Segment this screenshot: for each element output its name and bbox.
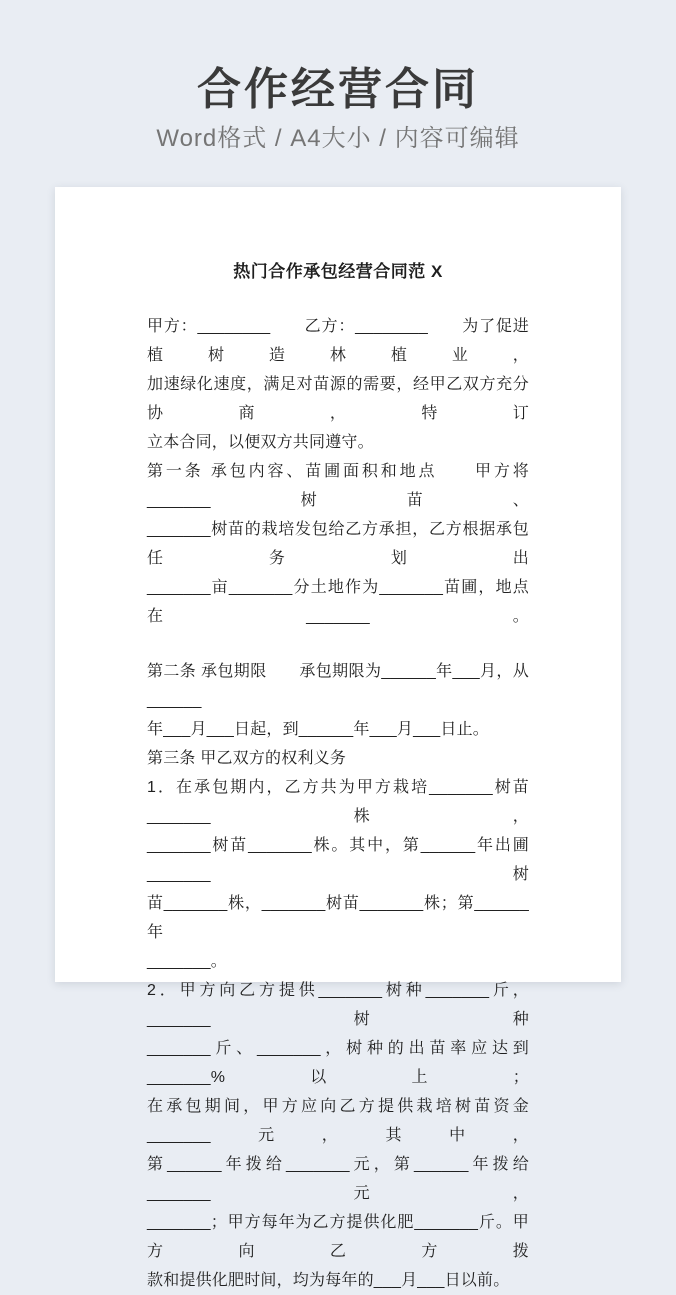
text-line: 1．在承包期内，乙方共为甲方栽培_______树苗_______株， — [147, 778, 529, 825]
document-page — [55, 187, 621, 1289]
text-line: _______斤、_______，树种的出苗率应达到_______%以上； — [147, 1039, 529, 1086]
text-line: 立本合同，以便双方共同遵守。 — [147, 433, 374, 451]
text-line: 苗_______株，_______树苗_______株；第______年 — [147, 894, 529, 941]
text-line: _______。 — [147, 952, 227, 970]
text-line: 年___月___日起，到______年___月___日止。 — [147, 720, 489, 738]
paragraph — [147, 312, 529, 457]
paragraph — [147, 457, 529, 631]
page-title: 合作经营合同 — [197, 65, 479, 114]
paragraph — [147, 976, 529, 1295]
text-line: _______树苗的栽培发包给乙方承担，乙方根据承包任务划出 — [147, 520, 529, 567]
text-line: 款和提供化肥时间，均为每年的___月___日以前。 — [147, 1271, 510, 1289]
text-line: _______树苗_______株。其中，第______年出圃_______树 — [147, 836, 529, 883]
text-line: 在承包期间，甲方应向乙方提供栽培树苗资金_______元，其中， — [147, 1097, 529, 1144]
text-line: 第二条 承包期限 承包期限为______年___月，从______ — [147, 662, 529, 709]
document-title: 热门合作承包经营合同范 X — [233, 261, 443, 281]
text-line: _______；甲方每年为乙方提供化肥_______斤。甲方向乙方拨 — [147, 1213, 529, 1260]
paragraph — [147, 744, 529, 773]
text-line: _______亩_______分土地作为_______苗圃，地点在_______。 — [147, 578, 529, 625]
text-line: 第三条 甲乙双方的权利义务 — [147, 749, 347, 767]
text-line: 第______年拨给_______元，第______年拨给_______元， — [147, 1155, 529, 1202]
paragraph — [147, 773, 529, 976]
document-body — [147, 312, 529, 1295]
text-line: 甲方：________ 乙方：________ 为了促进植树造林植业， — [147, 317, 529, 364]
header — [0, 0, 676, 154]
text-line: 加速绿化速度，满足对苗源的需要，经甲乙双方充分协商，特订 — [147, 375, 529, 422]
page-subtitle: Word格式 / A4大小 / 内容可编辑 — [156, 125, 520, 152]
paragraph — [147, 657, 529, 744]
text-line: 第一条 承包内容、苗圃面积和地点 甲方将_______树苗、 — [147, 462, 529, 509]
text-line: 2．甲方向乙方提供_______树种_______斤，_______树种 — [147, 981, 529, 1028]
